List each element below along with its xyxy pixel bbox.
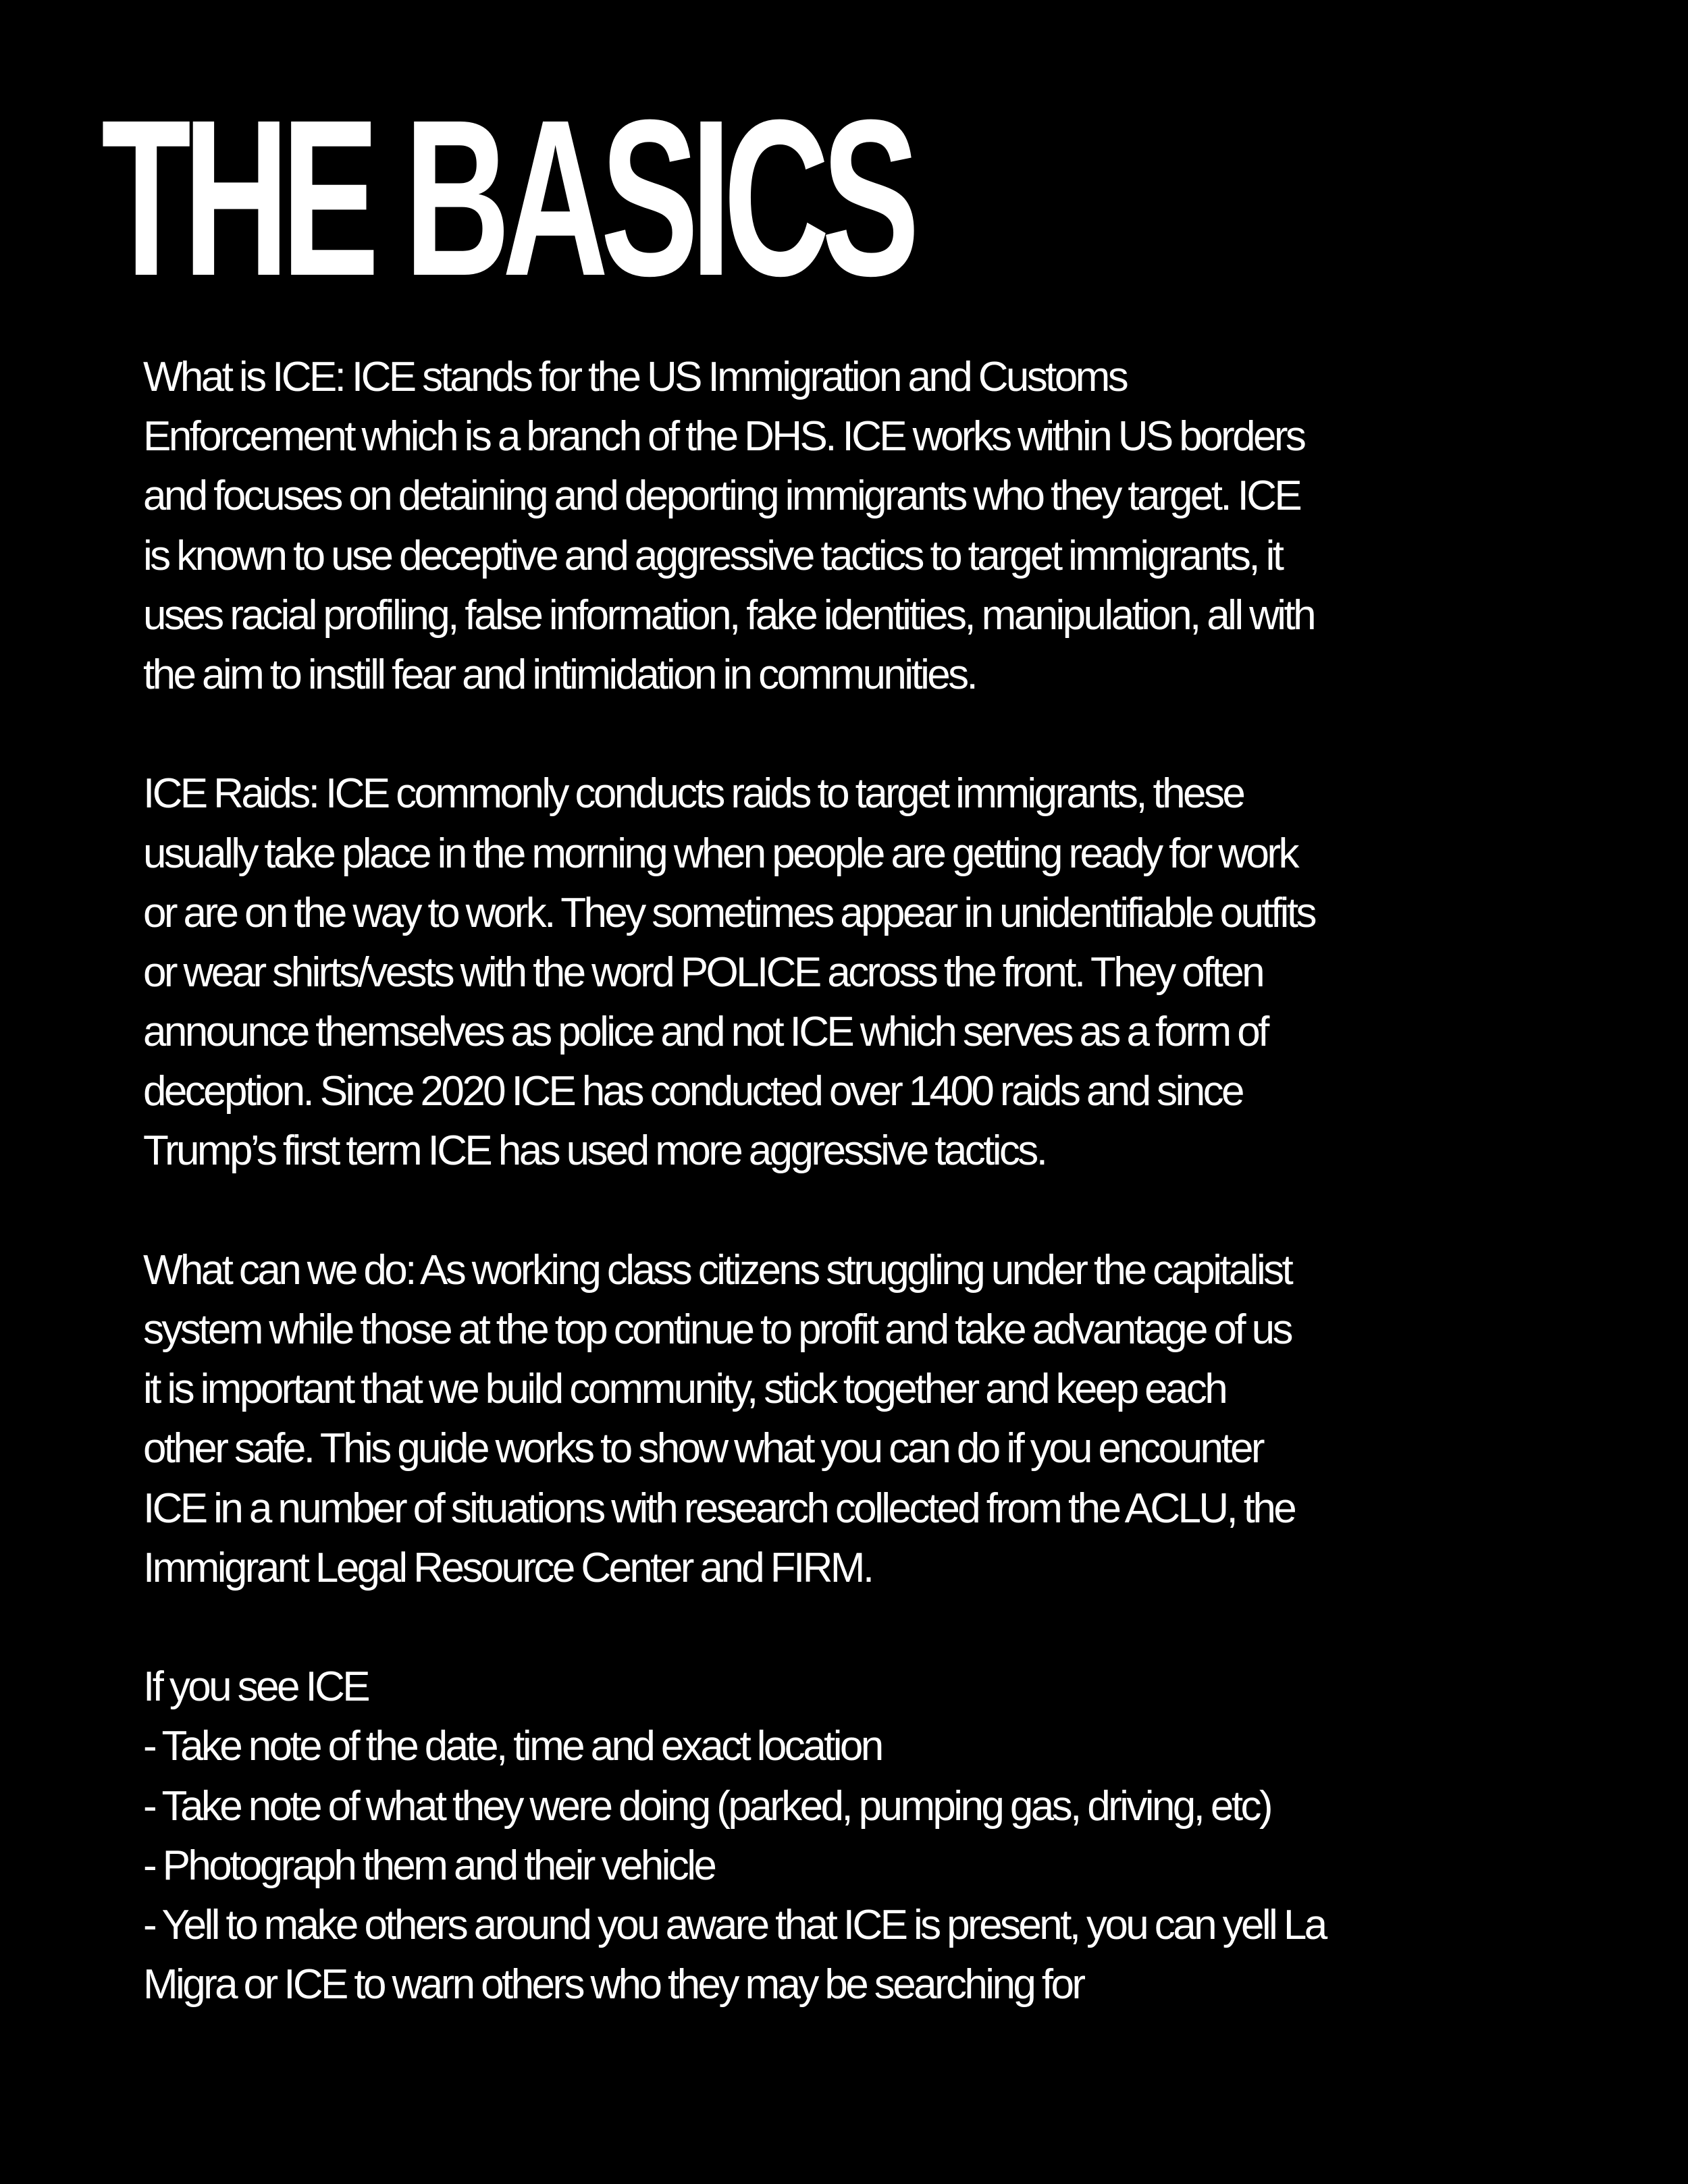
text-line: system while those at the top continue to profit and take advantage of us	[143, 1306, 1291, 1353]
section-ice-raids	[143, 764, 1588, 1181]
list-item: - Take note of the date, time and exact location	[143, 1723, 882, 1770]
text-line: Immigrant Legal Resource Center and FIRM.	[143, 1544, 872, 1591]
section-what-is-ice	[143, 348, 1588, 705]
text-line: is known to use deceptive and aggressive tactics to target immigrants, it	[143, 532, 1282, 579]
list-item: - Take note of what they were doing (parked, pumping gas, driving, etc)	[143, 1782, 1271, 1830]
body-text	[143, 348, 1588, 2015]
text-line: the aim to instill fear and intimidation in communities.	[143, 651, 976, 698]
list-heading: If you see ICE	[143, 1663, 369, 1711]
paragraph-spacer	[143, 1181, 1588, 1241]
text-line: usually take place in the morning when people are getting ready for work	[143, 830, 1297, 877]
text-line: announce themselves as police and not ICE which serves as a form of	[143, 1009, 1267, 1056]
text-line: What is ICE: ICE stands for the US Immigration and Customs	[143, 354, 1127, 400]
text-line: or wear shirts/vests with the word POLICE across the front. They often	[143, 949, 1263, 996]
text-line: uses racial profiling, false information, fake identities, manipulation, all with	[143, 591, 1314, 639]
text-line: or are on the way to work. They sometimes appear in unidentifiable outfits	[143, 889, 1315, 936]
list-item: - Yell to make others around you aware that ICE is present, you can yell La	[143, 1901, 1325, 1948]
section-what-can-we-do	[143, 1241, 1588, 1598]
text-line: ICE Raids: ICE commonly conducts raids to target immigrants, these	[143, 770, 1244, 818]
text-line: and focuses on detaining and deporting immigrants who they target. ICE	[143, 473, 1300, 520]
paragraph-spacer	[143, 1598, 1588, 1657]
text-line: other safe. This guide works to show what you can do if you encounter	[143, 1425, 1263, 1472]
section-if-you-see-ice	[143, 1657, 1588, 2015]
text-line: Enforcement which is a branch of the DHS. ICE works within US borders	[143, 413, 1304, 460]
page-title: THE BASICS	[101, 73, 912, 322]
text-line: deception. Since 2020 ICE has conducted over 1400 raids and since	[143, 1068, 1242, 1115]
paragraph-spacer	[143, 705, 1588, 764]
text-line: it is important that we build community, stick together and keep each	[143, 1366, 1226, 1413]
text-line: Trump’s first term ICE has used more aggressive tactics.	[143, 1127, 1046, 1175]
text-line: ICE in a number of situations with research collected from the ACLU, the	[143, 1485, 1295, 1532]
list-item-continuation: Migra or ICE to warn others who they may be searching for	[143, 1961, 1084, 2008]
text-line: What can we do: As working class citizens struggling under the capitalist	[143, 1246, 1292, 1294]
list-item: - Photograph them and their vehicle	[143, 1842, 715, 1889]
